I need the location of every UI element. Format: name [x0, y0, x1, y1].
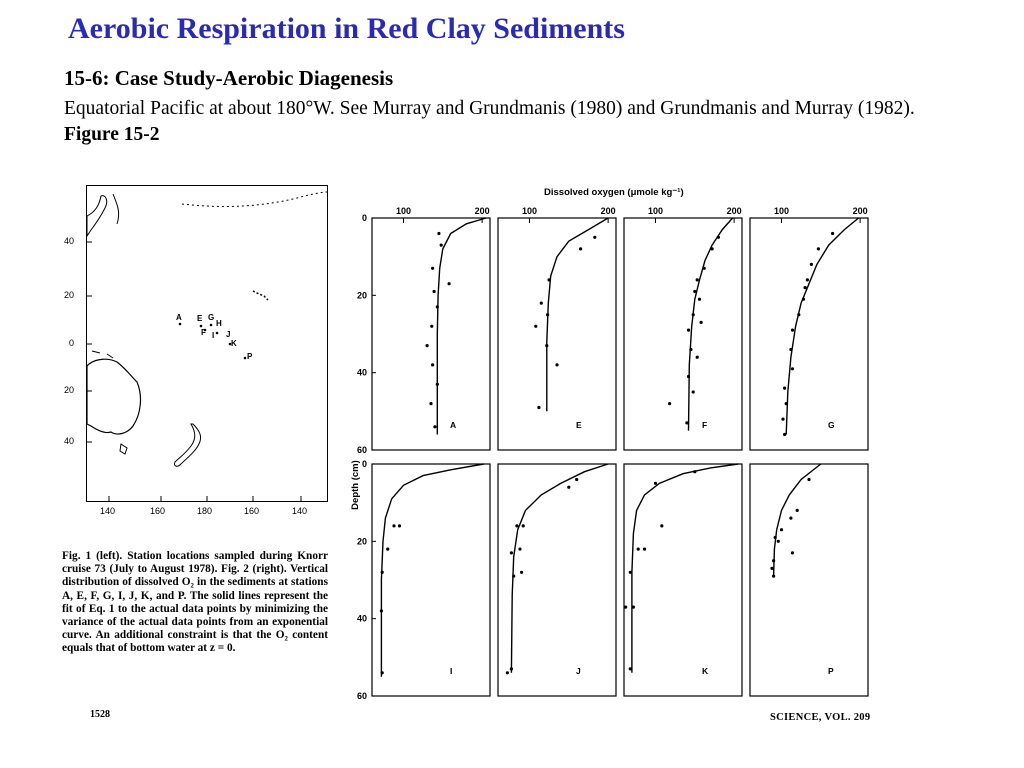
data-point-A-5: [436, 305, 439, 308]
station-panel-label-G: G: [828, 420, 835, 430]
data-point-E-5: [534, 325, 537, 328]
station-marker-G: [210, 324, 213, 327]
y-tick-label-top-60: 60: [356, 445, 367, 455]
page-number: 1528: [90, 709, 110, 720]
data-point-K-2: [660, 524, 663, 527]
station-panel-label-P: P: [828, 666, 834, 676]
lon-label-140w: 140: [292, 506, 308, 516]
slide-title: Aerobic Respiration in Red Clay Sediments: [68, 12, 625, 45]
station-marker-P: [244, 357, 247, 360]
data-point-P-4: [774, 536, 777, 539]
x-tick-label-G-200: 200: [852, 206, 868, 216]
coastline-asia: [87, 196, 107, 236]
fit-curve-G: [786, 218, 858, 435]
figure-caption: Fig. 1 (left). Station locations sampled during Knorr cruise 73 (July to August 1978). Fig. 2 (right). Vertical distribution of dissolved O₂ in the sediments at stations A, E, F, G, I, J, K, and P. The solid lines represent the fit of Eq. 1 to the actual data points by minimizing the variance of the actual data points from an exponential curve. An additional constraint is that the O₂ content equals that of bottom water at z = 0.: [62, 550, 328, 655]
station-label-A: A: [176, 313, 182, 322]
data-point-F-8: [700, 321, 703, 324]
data-point-F-3: [696, 278, 699, 281]
data-point-A-0: [437, 232, 440, 235]
x-tick-label-F-100: 100: [647, 206, 663, 216]
data-point-A-7: [426, 344, 429, 347]
data-point-J-1: [567, 486, 570, 489]
lon-label-140e: 140: [100, 506, 116, 516]
data-point-A-10: [429, 402, 432, 405]
aleutian-islands: [182, 192, 327, 206]
data-point-G-2: [810, 263, 813, 266]
station-panel-label-K: K: [702, 666, 709, 676]
station-panel-label-J: J: [576, 666, 581, 676]
data-point-G-13: [783, 433, 786, 436]
data-point-K-7: [632, 606, 635, 609]
map-outline-svg: [87, 186, 327, 501]
data-point-G-7: [791, 329, 794, 332]
data-point-I-1: [392, 524, 395, 527]
data-point-F-14: [685, 421, 688, 424]
data-point-A-4: [433, 290, 436, 293]
panel-frame-I: [372, 464, 490, 696]
y-tick-label-bottom-0: 0: [361, 459, 367, 469]
data-point-P-3: [780, 528, 783, 531]
fit-curve-P: [774, 464, 821, 576]
data-point-F-6: [692, 313, 695, 316]
data-point-J-5: [510, 551, 513, 554]
data-point-F-0: [717, 236, 720, 239]
y-tick-label-bottom-60: 60: [356, 691, 367, 700]
case-study-heading: 15-6: Case Study-Aerobic Diagenesis: [64, 66, 394, 90]
data-point-E-1: [579, 247, 582, 250]
data-point-G-6: [797, 313, 800, 316]
x-tick-label-A-100: 100: [395, 206, 411, 216]
data-point-F-9: [689, 348, 692, 351]
journal-footer: SCIENCE, VOL. 209: [770, 712, 871, 723]
lat-label-40n: 40: [64, 236, 75, 246]
data-point-K-5: [629, 571, 632, 574]
data-point-F-13: [668, 402, 671, 405]
y-tick-label-top-40: 40: [356, 367, 367, 378]
data-point-A-9: [436, 383, 439, 386]
panel-frame-J: [498, 464, 616, 696]
fit-curve-E: [547, 218, 608, 411]
data-point-G-3: [806, 278, 809, 281]
lat-label-40s: 40: [64, 436, 75, 446]
data-point-P-5: [777, 540, 780, 543]
data-point-A-11: [433, 425, 436, 428]
fit-curve-K: [632, 464, 738, 673]
data-point-E-2: [548, 278, 551, 281]
data-point-J-9: [506, 671, 509, 674]
data-point-E-0: [593, 236, 596, 239]
data-point-F-12: [692, 390, 695, 393]
station-label-G: G: [208, 313, 215, 322]
panel-frame-F: [624, 218, 742, 450]
y-axis-label: Depth (cm): [350, 460, 361, 510]
station-label-H: H: [216, 319, 222, 328]
data-point-G-8: [789, 348, 792, 351]
station-panel-label-A: A: [450, 420, 457, 430]
tasmania: [120, 444, 127, 454]
data-point-G-10: [783, 387, 786, 390]
panel-frame-E: [498, 218, 616, 450]
coastline-japan: [113, 194, 119, 224]
data-point-A-2: [448, 282, 451, 285]
new-zealand: [174, 424, 200, 466]
lat-label-20n: 20: [64, 290, 75, 300]
station-label-J: J: [226, 330, 231, 339]
data-point-J-7: [512, 575, 515, 578]
y-tick-label-bottom-40: 40: [356, 613, 367, 624]
lat-label-0: 0: [69, 338, 75, 348]
panel-frame-A: [372, 218, 490, 450]
station-marker-I: [216, 332, 219, 335]
data-point-A-6: [430, 325, 433, 328]
data-point-F-11: [687, 375, 690, 378]
data-point-I-3: [381, 571, 384, 574]
panel-frame-K: [624, 464, 742, 696]
station-panel-label-I: I: [450, 666, 453, 676]
data-point-K-0: [693, 470, 696, 473]
data-point-P-6: [791, 551, 794, 554]
map-ticks: [87, 242, 301, 501]
panel-frame-G: [750, 218, 868, 450]
x-tick-label-E-200: 200: [600, 206, 616, 216]
y-tick-label-top-0: 0: [361, 213, 367, 223]
data-point-G-5: [802, 298, 805, 301]
station-label-E: E: [197, 314, 203, 323]
data-point-J-4: [518, 548, 521, 551]
data-point-A-3: [431, 267, 434, 270]
panel-frame-P: [750, 464, 868, 696]
station-panel-label-E: E: [576, 420, 582, 430]
hawaii-islands: [253, 291, 268, 300]
case-body-text: Equatorial Pacific at about 180°W. See Murray and Grundmanis (1980) and Grundmanis and Murray (1982).: [64, 98, 915, 119]
lon-label-180: 180: [197, 506, 213, 516]
data-point-F-7: [687, 329, 690, 332]
x-tick-label-E-100: 100: [521, 206, 537, 216]
lon-label-160e: 160: [150, 506, 166, 516]
data-point-P-2: [789, 517, 792, 520]
station-panel-label-F: F: [702, 420, 708, 430]
data-point-E-4: [546, 313, 549, 316]
x-tick-label-G-100: 100: [773, 206, 789, 216]
x-tick-label-A-200: 200: [474, 206, 490, 216]
chart-panels: [357, 206, 868, 700]
data-point-K-1: [654, 482, 657, 485]
fit-curve-F: [689, 218, 733, 431]
data-point-A-8: [431, 363, 434, 366]
lon-label-160w: 160: [244, 506, 260, 516]
station-marker-E: [200, 325, 203, 328]
y-tick-label-top-20: 20: [356, 290, 367, 301]
data-point-G-0: [831, 232, 834, 235]
x-tick-label-F-200: 200: [726, 206, 742, 216]
station-marker-A: [179, 323, 182, 326]
new-guinea: [92, 351, 113, 358]
fit-curve-J: [511, 464, 608, 673]
lat-label-20s: 20: [64, 385, 75, 395]
data-point-I-5: [381, 671, 384, 674]
data-point-J-3: [515, 524, 518, 527]
chart-title: Dissolved oxygen (μmole kg⁻¹): [544, 187, 684, 198]
station-map: [86, 185, 328, 502]
data-point-I-2: [386, 548, 389, 551]
data-point-E-7: [555, 363, 558, 366]
data-point-F-2: [703, 267, 706, 270]
data-point-G-9: [791, 367, 794, 370]
station-label-P: P: [247, 352, 253, 361]
data-point-P-9: [772, 575, 775, 578]
data-point-E-3: [540, 302, 543, 305]
data-point-G-1: [817, 247, 820, 250]
data-point-K-4: [643, 548, 646, 551]
station-label-K: K: [231, 339, 237, 348]
australia-coastline: [87, 359, 140, 434]
data-point-G-11: [785, 402, 788, 405]
data-point-E-8: [537, 406, 540, 409]
data-point-P-8: [770, 567, 773, 570]
data-point-J-8: [510, 667, 513, 670]
data-point-I-4: [380, 609, 383, 612]
data-point-K-3: [637, 548, 640, 551]
data-point-F-1: [711, 247, 714, 250]
fit-curve-A: [437, 218, 486, 435]
station-labels: [176, 313, 253, 361]
station-label-F: F: [201, 328, 206, 337]
data-point-J-0: [575, 478, 578, 481]
data-point-K-6: [624, 606, 627, 609]
data-point-K-8: [629, 667, 632, 670]
data-point-P-0: [807, 478, 810, 481]
data-point-F-4: [693, 290, 696, 293]
data-point-E-6: [545, 344, 548, 347]
oxygen-profiles-chart: [340, 180, 900, 700]
fit-curve-I: [381, 464, 483, 677]
data-point-P-7: [772, 559, 775, 562]
data-point-P-1: [796, 509, 799, 512]
data-point-G-4: [804, 286, 807, 289]
figure-reference: Figure 15-2: [64, 124, 160, 145]
data-point-J-6: [520, 571, 523, 574]
data-point-G-12: [781, 418, 784, 421]
data-point-F-10: [696, 356, 699, 359]
data-point-I-0: [398, 524, 401, 527]
case-study-body: [64, 96, 934, 148]
data-point-J-2: [522, 524, 525, 527]
y-tick-label-bottom-20: 20: [356, 536, 367, 547]
station-label-I: I: [212, 331, 215, 340]
data-point-F-5: [698, 298, 701, 301]
data-point-A-1: [440, 244, 443, 247]
